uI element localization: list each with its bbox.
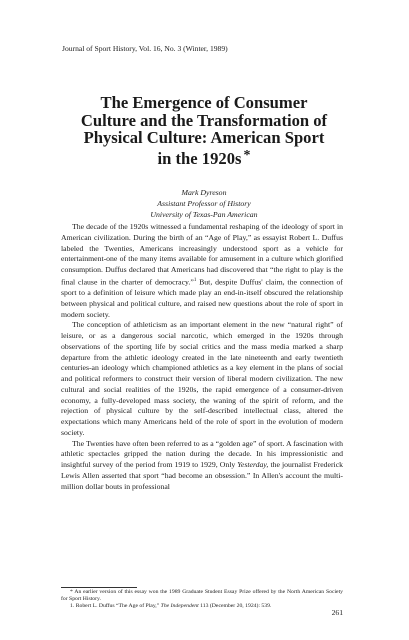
footnote-1 [61,603,343,610]
footnote-star: * An earlier version of this essay won the 1989 Graduate Student Essay Prize offered by the North American Society for Sport History. [61,589,343,603]
footnote-ref-1: 1 [193,277,197,283]
author-position: Assistant Professor of History [157,199,251,208]
footnote-1-text-b: 113 (December 20, 1924): 539. [198,603,272,610]
title-line-4-text: in the 1920s [157,148,242,168]
paragraph-2: The conception of athleticism as an important element in the new “natural right” of leisure, or as a dangerous social narcotic, which emerged in the 1920s through observations of the sporting life by social critics and the mass media marked a sharp departure from the athletic ideology created in the late nineteenth and early twentieth centuries-an ideology which championed athletics as a key element in the plans of social and political reformers to construct their version of liberal modern civilization. The new cultural and social realities of the 1920s, the rapid emergence of a consumer-driven economy, a fully-developed mass society, the waning of the spirit of reform, and the rejection of physical culture by the self-described intellectual class, altered the expectations which many Americans held of the role of sport in the evolution of modern society. [61,320,343,437]
footnote-1-italic: The Independent [160,603,199,610]
paragraph-1-text-a: The decade of the 1920s witnessed a fundamental reshaping of the ideology of sport in American civilization. During the birth of an “Age of Play,” as essayist Robert L. Duffus labeled the Twenties, Americans increasingly understood sport as a vehicle for entertainment-one of the many items available for amusement in a culture which glorified consumption. Duffus declared that Americans had discovered that “the right to play is the final clause in the charter of democracy.” [61,222,343,287]
title-line-1: The Emergence of Consumer [100,93,308,112]
article-body [61,222,343,492]
paragraph-3-text-a: The Twenties have often been referred to as a “golden age” of sport. A fascination with athletic spectacles gripped the nation during the decade. In his impressionistic and insightful survey of the period from 1919 to 1929, Only [61,438,343,470]
paragraph-3 [61,439,343,493]
paragraph-3-text-b: the journalist Frederick Lewis Allen asserted that sport “had become an obsession.” In Allen's account the multi-million dollar bouts in professional [61,460,344,491]
footnotes [61,589,343,611]
page-number: 261 [331,608,343,617]
title-line-4 [56,147,352,168]
title-line-3: Physical Culture: American Sport [83,128,325,147]
article-title [56,94,352,167]
title-asterisk: * [243,147,251,163]
author-name: Mark Dyreson [181,188,227,197]
author-block [56,187,352,220]
paragraph-1 [61,222,343,320]
author-affiliation: University of Texas-Pan American [150,210,258,219]
footnote-1-text-a: 1. Robert L. Duffus “The Age of Play,” [70,603,161,610]
paragraph-1-text-b: But, despite Duffus' claim, the connection of sport to a definition of leisure which made play an end-in-itself obscured the relationship between physical and political culture, and raised new questions about the role of sport in modern society. [61,277,343,319]
journal-header: Journal of Sport History, Vol. 16, No. 3 (Winter, 1989) [62,44,228,53]
footnote-divider [61,587,137,588]
title-line-2: Culture and the Transformation of [80,110,328,130]
paragraph-3-italic: Yesterday, [237,460,269,470]
